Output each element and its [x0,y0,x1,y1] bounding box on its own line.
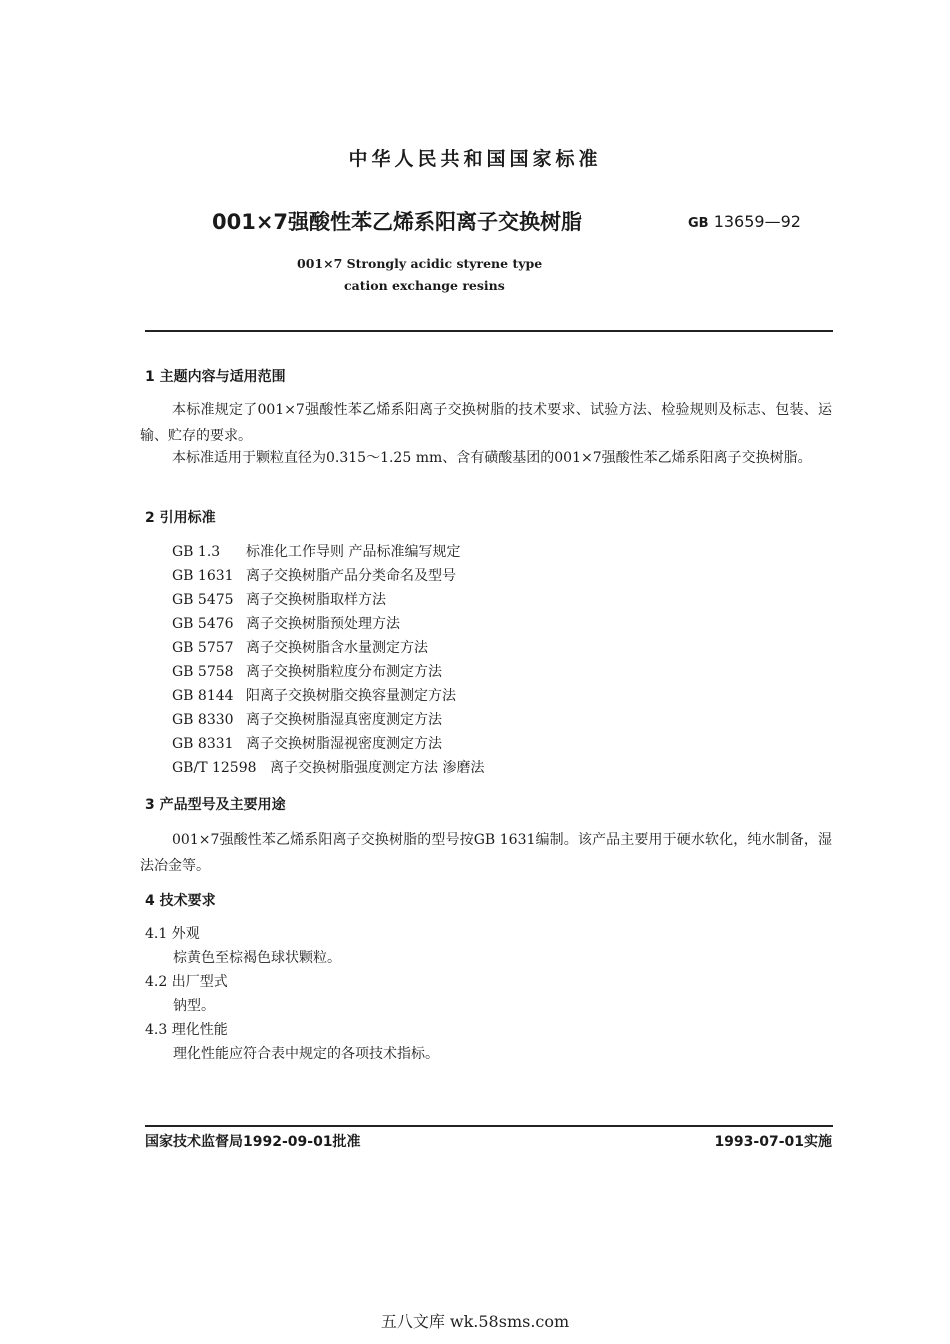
reference-name: 离子交换树脂产品分类命名及型号 [246,568,456,584]
reference-name: 离子交换树脂预处理方法 [246,616,400,632]
reference-item [172,733,442,753]
reference-name: 离子交换树脂粒度分布测定方法 [246,664,442,680]
subsection-4-1-text: 棕黄色至棕褐色球状颗粒。 [173,950,341,966]
reference-code: GB 5757 [172,640,234,656]
reference-name: 阳离子交换树脂交换容量测定方法 [246,688,456,704]
reference-code: GB 5475 [172,592,234,608]
standard-prefix: GB [688,216,709,231]
section-3-paragraph: 001×7强酸性苯乙烯系阳离子交换树脂的型号按GB 1631编制。该产品主要用于硬水软化，纯水制备，湿法冶金等。 [140,832,832,874]
reference-code: GB/T 12598 [172,760,257,776]
reference-code: GB 5476 [172,616,234,632]
section-1-paragraph-1: 本标准规定了001×7强酸性苯乙烯系阳离子交换树脂的技术要求、试验方法、检验规则及标志、包装、运输、贮存的要求。 [140,402,832,444]
subsection-4-3-title: 4.3 理化性能 [145,1022,228,1038]
reference-item [172,565,456,585]
country-standard-heading: 中华人民共和国国家标准 [348,148,602,170]
reference-item [172,757,484,777]
reference-name: 离子交换树脂含水量测定方法 [246,640,428,656]
reference-name: 离子交换树脂湿真密度测定方法 [246,712,442,728]
reference-item [172,661,442,681]
reference-code: GB 1631 [172,568,234,584]
reference-item [172,613,400,633]
subsection-4-2-text: 钠型。 [173,998,215,1014]
standard-code: 13659—92 [713,212,801,231]
reference-item [172,541,460,561]
reference-code: GB 8331 [172,736,234,752]
section-3-title: 3 产品型号及主要用途 [145,797,286,813]
section-1-paragraph-2: 本标准适用于颗粒直径为0.315～1.25 mm、含有磺酸基团的001×7强酸性苯乙烯系阳离子交换树脂。 [172,450,812,466]
section-4-title: 4 技术要求 [145,893,216,909]
reference-item [172,685,456,705]
watermark-text: 五八文库 wk.58sms.com [380,1312,570,1331]
reference-item [172,637,428,657]
reference-name: 离子交换树脂湿视密度测定方法 [246,736,442,752]
subsection-4-3-text: 理化性能应符合表中规定的各项技术指标。 [173,1046,439,1062]
standard-number [688,212,801,231]
reference-code: GB 8330 [172,712,234,728]
reference-code: GB 5758 [172,664,234,680]
header-rule [145,330,833,332]
effective-date: 1993-07-01实施 [714,1134,832,1150]
subsection-4-1-title: 4.1 外观 [145,926,200,942]
document-title-cn: 001×7强酸性苯乙烯系阳离子交换树脂 [212,210,583,234]
section-2-title: 2 引用标准 [145,510,216,526]
document-title-en-line2: cation exchange resins [344,278,505,293]
reference-name: 标准化工作导则 产品标准编写规定 [246,544,461,560]
reference-item [172,709,442,729]
footer-rule [145,1125,833,1127]
subsection-4-2-title: 4.2 出厂型式 [145,974,228,990]
document-title-en-line1: 001×7 Strongly acidic styrene type [297,256,543,271]
reference-code: GB 1.3 [172,544,221,560]
approval-date: 国家技术监督局1992-09-01批准 [145,1134,361,1150]
reference-name: 离子交换树脂强度测定方法 渗磨法 [270,760,485,776]
reference-item [172,589,386,609]
reference-code: GB 8144 [172,688,234,704]
reference-name: 离子交换树脂取样方法 [246,592,386,608]
section-1-title: 1 主题内容与适用范围 [145,369,286,385]
